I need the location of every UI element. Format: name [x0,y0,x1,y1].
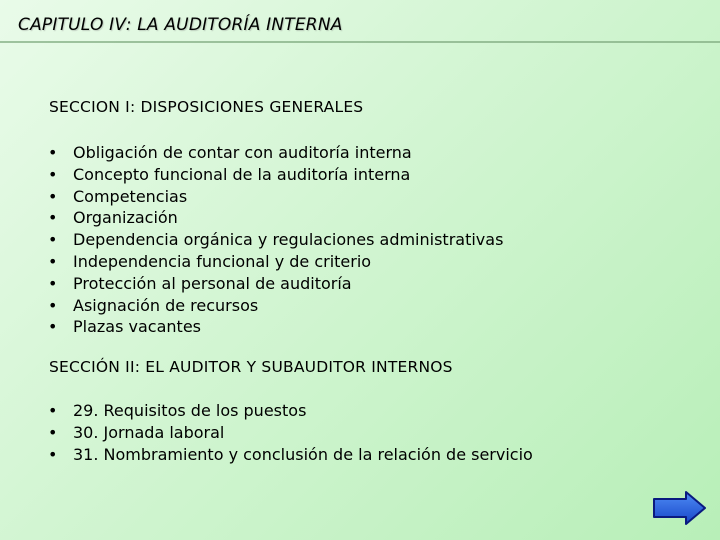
list-item: • Dependencia orgánica y regulaciones administrativas [48,230,504,250]
next-slide-button[interactable] [652,490,707,526]
section-1-list [48,142,503,338]
list-item: • Organización [48,208,178,228]
bullet-icon: • [48,143,58,162]
arrow-right-icon [652,490,707,526]
section-2-heading: SECCIÓN II: EL AUDITOR Y SUBAUDITOR INTERNOS [49,358,453,376]
list-item: • 31. Nombramiento y conclusión de la relación de servicio [48,444,533,464]
list-item: • Competencias [48,186,188,206]
list-item: • 30. Jornada laboral [48,422,225,442]
bullet-icon: • [48,444,58,464]
list-item: • 29. Requisitos de los puestos [48,401,307,420]
list-item: • Plazas vacantes [48,317,201,337]
list-item: • Independencia funcional y de criterio [48,251,372,271]
title-divider [0,41,720,43]
section-1-heading: SECCION I: DISPOSICIONES GENERALES [49,98,364,116]
list-item: • Obligación de contar con auditoría interna [48,143,412,162]
bullet-icon: • [48,164,58,184]
bullet-icon: • [48,422,58,442]
bullet-icon: • [48,186,58,206]
list-item: • Concepto funcional de la auditoría interna [48,164,411,184]
bullet-icon: • [48,295,58,315]
bullet-icon: • [48,401,58,420]
list-item: • Asignación de recursos [48,295,259,315]
bullet-icon: • [48,208,58,228]
bullet-icon: • [48,273,58,293]
section-2-list [48,400,533,465]
bullet-icon: • [48,317,58,337]
bullet-icon: • [48,251,58,271]
list-item: • Protección al personal de auditoría [48,273,352,293]
bullet-icon: • [48,230,58,250]
page-title: CAPITULO IV: LA AUDITORÍA INTERNA [18,15,343,35]
